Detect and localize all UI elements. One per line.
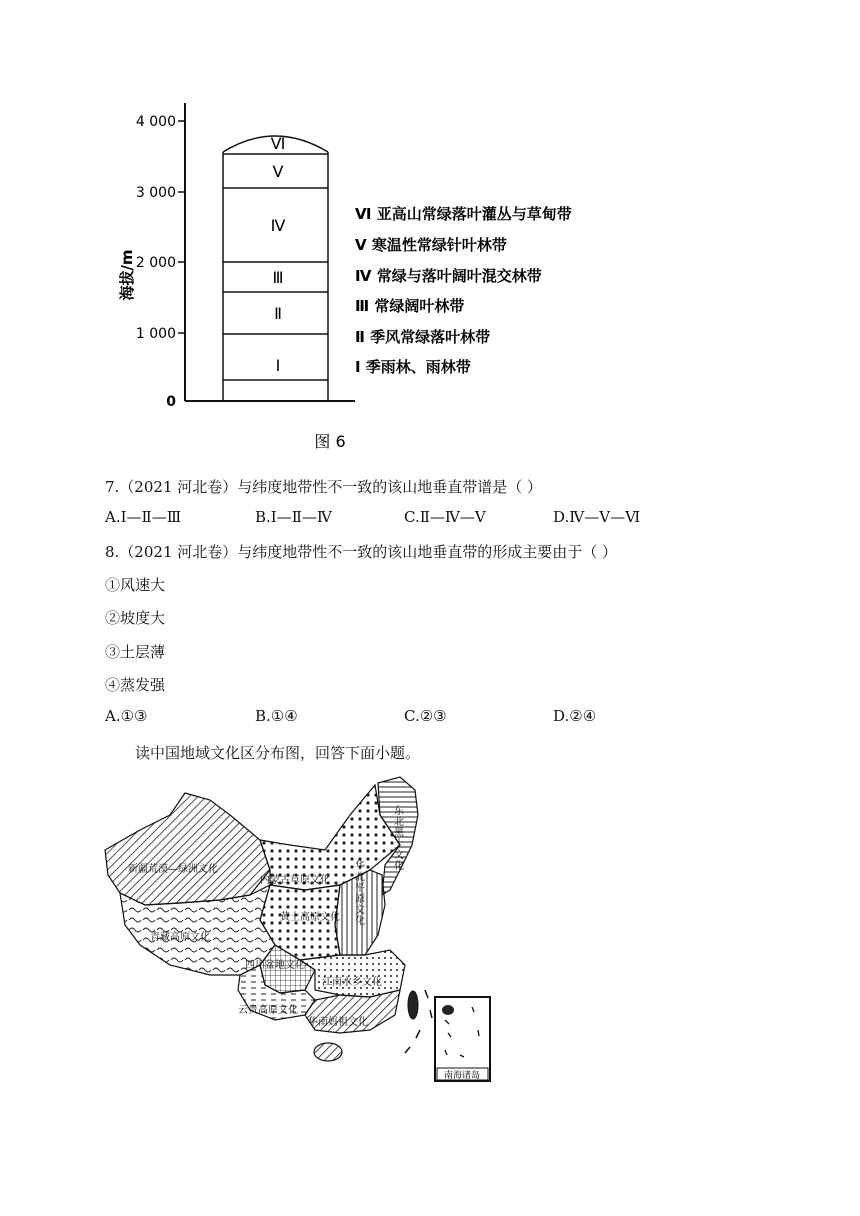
ytick-2000: 2 000 — [135, 255, 176, 271]
label-tibet: 青藏高原文化 — [150, 932, 210, 943]
q8-item-2: ②坡度大 — [105, 609, 166, 627]
question-7-stem: 7.（2021 河北卷）与纬度地带性不一致的该山地垂直带谱是（ ） — [105, 478, 543, 496]
belt-label-3: Ⅲ — [272, 268, 284, 287]
belt-label-5: Ⅴ — [272, 162, 284, 181]
legend-item-2: Ⅱ 季风常绿落叶林带 — [355, 328, 491, 346]
q8-option-b[interactable]: B.①④ — [255, 707, 298, 725]
map-intro: 读中国地域文化区分布图，回答下面小题。 — [135, 744, 421, 762]
q8-option-d[interactable]: D.②④ — [553, 707, 597, 725]
q7-option-b[interactable]: B.Ⅰ—Ⅱ—Ⅳ — [255, 508, 332, 526]
label-loess: 黄土高原文化 — [280, 912, 340, 923]
china-culture-map — [100, 775, 500, 1090]
q7-option-a[interactable]: A.Ⅰ—Ⅱ—Ⅲ — [105, 508, 182, 526]
figure-caption: 图 6 — [314, 432, 346, 451]
label-northeast: 东北黑土文化 — [391, 805, 403, 871]
label-jiangnan: 江南水乡文化 — [322, 977, 382, 988]
q8-option-c[interactable]: C.②③ — [404, 707, 447, 725]
belt-label-2: Ⅱ — [274, 304, 282, 323]
legend-item-4: Ⅳ 常绿与落叶阔叶混交林带 — [355, 267, 542, 285]
q8-item-1: ①风速大 — [105, 576, 166, 594]
label-south: 华南妈祖文化 — [308, 1017, 368, 1028]
label-sichuan: 四川盆地文化 — [245, 960, 305, 971]
label-inner-mongolia: 内蒙古草原文化 — [260, 875, 330, 886]
ytick-0: 0 — [166, 394, 176, 410]
hainan-island — [314, 1043, 342, 1061]
legend-item-3: Ⅲ 常绿阔叶林带 — [355, 297, 465, 315]
belt-label-4: Ⅳ — [270, 216, 286, 235]
q8-item-4: ④蒸发强 — [105, 676, 166, 694]
region-xinjiang — [105, 793, 270, 905]
legend-item-1: Ⅰ 季雨林、雨林带 — [355, 358, 471, 376]
inset-label: 南海诸岛 — [443, 1071, 481, 1081]
belt-label-6: Ⅵ — [270, 134, 286, 153]
belt-label-1: Ⅰ — [275, 356, 281, 375]
south-china-sea-inset — [435, 997, 490, 1081]
ytick-3000: 3 000 — [135, 185, 176, 201]
q7-option-d[interactable]: D.Ⅳ—Ⅴ—Ⅵ — [553, 508, 641, 526]
taiwan-island — [408, 991, 418, 1019]
ytick-1000: 1 000 — [135, 326, 176, 342]
legend-item-6: Ⅵ 亚高山常绿落叶灌丛与草甸带 — [355, 205, 572, 223]
q8-item-3: ③土层薄 — [105, 643, 166, 661]
label-xinjiang: 新疆荒漠—绿洲文化 — [128, 864, 218, 875]
ytick-4000: 4 000 — [135, 114, 176, 130]
legend-item-5: Ⅴ 寒温性常绿针叶林带 — [355, 236, 507, 254]
question-8-stem: 8.（2021 河北卷）与纬度地带性不一致的该山地垂直带的形成主要由于（ ） — [105, 543, 618, 561]
y-axis-label: 海拔/m — [118, 249, 136, 301]
label-north-plain: 华北平原文化 — [352, 860, 364, 926]
vertical-zonation-chart — [100, 95, 660, 465]
label-yungui: 云贵高原文化 — [238, 1005, 298, 1016]
q7-option-c[interactable]: C.Ⅱ—Ⅳ—Ⅴ — [404, 508, 486, 526]
q8-option-a[interactable]: A.①③ — [105, 707, 148, 725]
